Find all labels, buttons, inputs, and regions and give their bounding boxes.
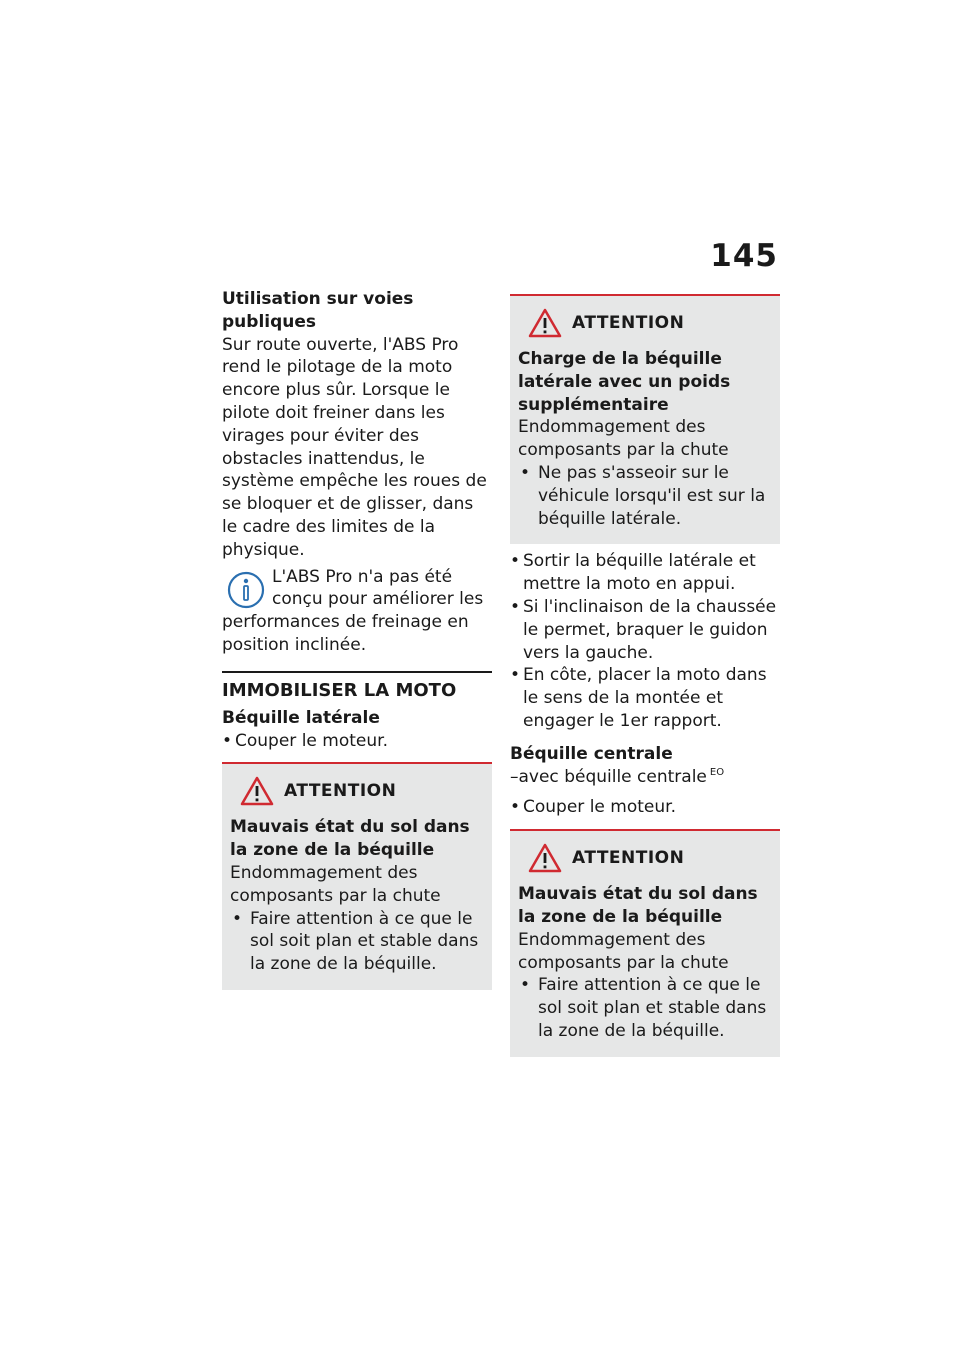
info-note (222, 566, 492, 657)
left-heading: Utilisation sur voies publiques (222, 289, 414, 332)
section-title: IMMOBILISER LA MOTO (222, 671, 492, 703)
right-column (510, 288, 780, 1057)
option-line (510, 766, 780, 789)
warning-heading: Mauvais état du sol dans la zone de la béquille (230, 817, 470, 861)
left-column (222, 288, 492, 990)
subheading-side-stand: Béquille latérale (222, 707, 380, 728)
list-item: • Sortir la béquille latérale et mettre la moto en appui. (510, 550, 780, 596)
warning-triangle-icon (528, 843, 562, 873)
left-paragraph: Sur route ouverte, l'ABS Pro rend le pilotage de la moto encore plus sûr. Lorsque le pilote doit freiner dans les virages pour éviter des obstacles inattendus, le système empêche les roues de se bloquer et de glisser, dans le cadre des limites de la physique. (222, 334, 487, 560)
warning-text: Endommagement des composants par la chute (518, 929, 729, 973)
warning-title: ATTENTION (572, 313, 685, 333)
subheading-center-stand: Béquille centrale (510, 743, 673, 764)
option-text: –avec béquille centrale (510, 766, 707, 787)
list-item: • En côte, placer la moto dans le sens de la montée et engager le 1er rapport. (510, 664, 780, 732)
warning-triangle-icon (528, 308, 562, 338)
warning-heading: Charge de la béquille latérale avec un poids supplémentaire (518, 349, 731, 415)
option-superscript: EO (709, 766, 725, 778)
warning-text: Endommagement des composants par la chute (230, 862, 441, 906)
warning-list-item: • Ne pas s'asseoir sur le véhicule lorsqu'il est sur la béquille latérale. (518, 462, 772, 530)
warning-header (230, 776, 484, 806)
warning-box (510, 829, 780, 1057)
warning-triangle-icon (240, 776, 274, 806)
warning-list-item: • Faire attention à ce que le sol soit plan et stable dans la zone de la béquille. (230, 908, 484, 976)
warning-list-item: • Faire attention à ce que le sol soit plan et stable dans la zone de la béquille. (518, 974, 772, 1042)
warning-title: ATTENTION (284, 781, 397, 802)
warning-title: ATTENTION (572, 848, 685, 869)
warning-heading: Mauvais état du sol dans la zone de la béquille (518, 884, 758, 927)
info-text: L'ABS Pro n'a pas été conçu pour améliorer les performances de freinage en position inclinée. (222, 566, 484, 655)
warning-box (510, 294, 780, 544)
list-item: • Couper le moteur. (222, 730, 492, 753)
list-item: • Si l'inclinaison de la chaussée le permet, braquer le guidon vers la gauche. (510, 596, 780, 664)
warning-text: Endommagement des composants par la chute (518, 417, 729, 461)
list-item: • Couper le moteur. (510, 796, 780, 819)
info-icon (226, 570, 266, 610)
warning-header (518, 308, 772, 338)
warning-box (222, 762, 492, 990)
warning-header (518, 843, 772, 873)
page-number: 145 (710, 238, 778, 274)
